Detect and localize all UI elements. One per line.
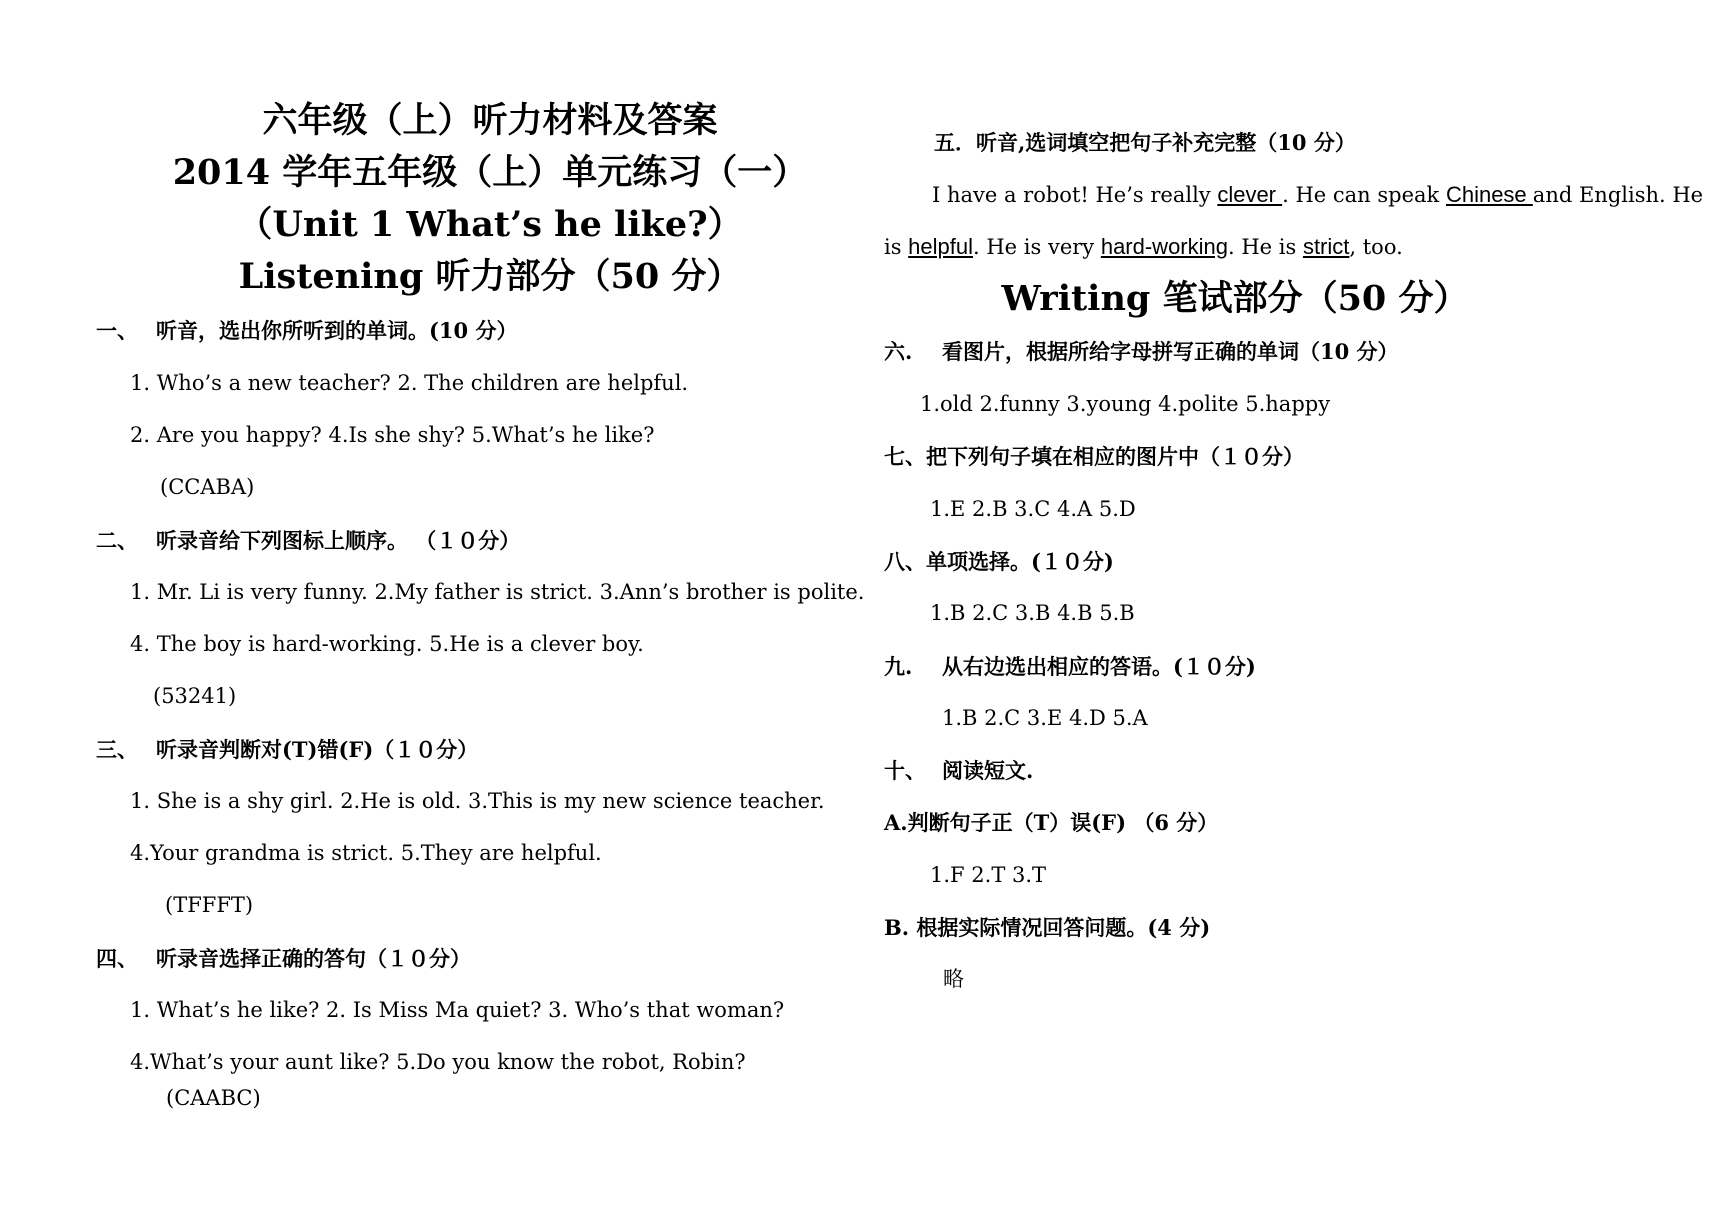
title-unit-name: （Unit 1 What’s he like?） <box>237 204 743 245</box>
title-writing: Writing 笔试部分（50 分） <box>1001 278 1469 319</box>
section-1-heading: 一、 听音，选出你所听到的单词。(10 分） <box>96 318 518 343</box>
fill-word-chinese: Chinese <box>1445 182 1533 207</box>
section-6-heading: 六. 看图片，根据所给字母拼写正确的单词（10 分） <box>884 339 1399 364</box>
section-4-line-2: 4.What’s your aunt like? 5.Do you know the robot, Robin? <box>130 1050 746 1074</box>
section-10-part-a-heading: A.判断句子正（T）误(F) （6 分） <box>884 810 1219 835</box>
section-4-answer: (CAABC) <box>166 1086 261 1110</box>
section-2-heading: 二、 听录音给下列图标上顺序。 （１０分） <box>96 528 521 553</box>
section-1-line-2: 2. Are you happy? 4.Is she shy? 5.What’s he like? <box>130 423 655 447</box>
section-3-line-1: 1. She is a shy girl. 2.He is old. 3.This is my new science teacher. <box>130 789 825 813</box>
section-3-line-2: 4.Your grandma is strict. 5.They are helpful. <box>130 841 602 865</box>
section-2-line-2: 4. The boy is hard-working. 5.He is a clever boy. <box>130 632 644 656</box>
section-7-heading: 七、把下列句子填在相应的图片中（１０分） <box>884 444 1304 469</box>
section-2-answer: (53241) <box>153 684 237 708</box>
section-4-heading: 四、 听录音选择正确的答句（１０分） <box>96 946 471 971</box>
fill-word-hard-working: hard-working <box>1100 234 1228 259</box>
section-2-line-1: 1. Mr. Li is very funny. 2.My father is strict. 3.Ann’s brother is polite. <box>130 580 865 604</box>
section-8-heading: 八、单项选择。(１０分) <box>884 549 1114 574</box>
section-9-heading: 九. 从右边选出相应的答语。(１０分) <box>884 654 1256 679</box>
section-1-answer: (CCABA) <box>160 475 255 499</box>
section-10-part-b-heading: B. 根据实际情况回答问题。(4 分) <box>884 915 1211 940</box>
section-7-answer: 1.E 2.B 3.C 4.A 5.D <box>930 497 1136 521</box>
fill-word-strict: strict <box>1302 234 1350 259</box>
section-8-answer: 1.B 2.C 3.B 4.B 5.B <box>930 601 1135 625</box>
title-unit-practice: 2014 学年五年级（上）单元练习（一） <box>172 152 808 193</box>
section-10-heading: 十、 阅读短文. <box>884 758 1034 783</box>
section-4-line-1: 1. What’s he like? 2. Is Miss Ma quiet? 3. Who’s that woman? <box>130 998 785 1022</box>
fill-word-helpful: helpful <box>908 234 974 259</box>
section-9-answer: 1.B 2.C 3.E 4.D 5.A <box>942 706 1148 730</box>
section-3-answer: (TFFFT) <box>165 893 254 917</box>
title-listening: Listening 听力部分（50 分） <box>238 256 742 297</box>
section-5-heading: 五．听音,选词填空把句子补充完整（10 分） <box>934 130 1356 155</box>
section-1-line-1: 1. Who’s a new teacher? 2. The children are helpful. <box>130 371 689 395</box>
section-5-passage-line-2: is helpful. He is very hard-working. He is strict, too. <box>884 234 1403 259</box>
section-6-answer: 1.old 2.funny 3.young 4.polite 5.happy <box>920 392 1331 416</box>
section-3-heading: 三、 听录音判断对(T)错(F)（１０分） <box>96 737 479 762</box>
title-grade: 六年级（上）听力材料及答案 <box>262 100 718 141</box>
fill-word-clever: clever <box>1217 182 1283 207</box>
section-5-passage-line-1: I have a robot! He’s really clever . He can speak Chinese and English. He <box>932 182 1704 207</box>
section-10-part-a-answer: 1.F 2.T 3.T <box>930 863 1047 887</box>
section-10-part-b-answer: 略 <box>943 967 964 991</box>
